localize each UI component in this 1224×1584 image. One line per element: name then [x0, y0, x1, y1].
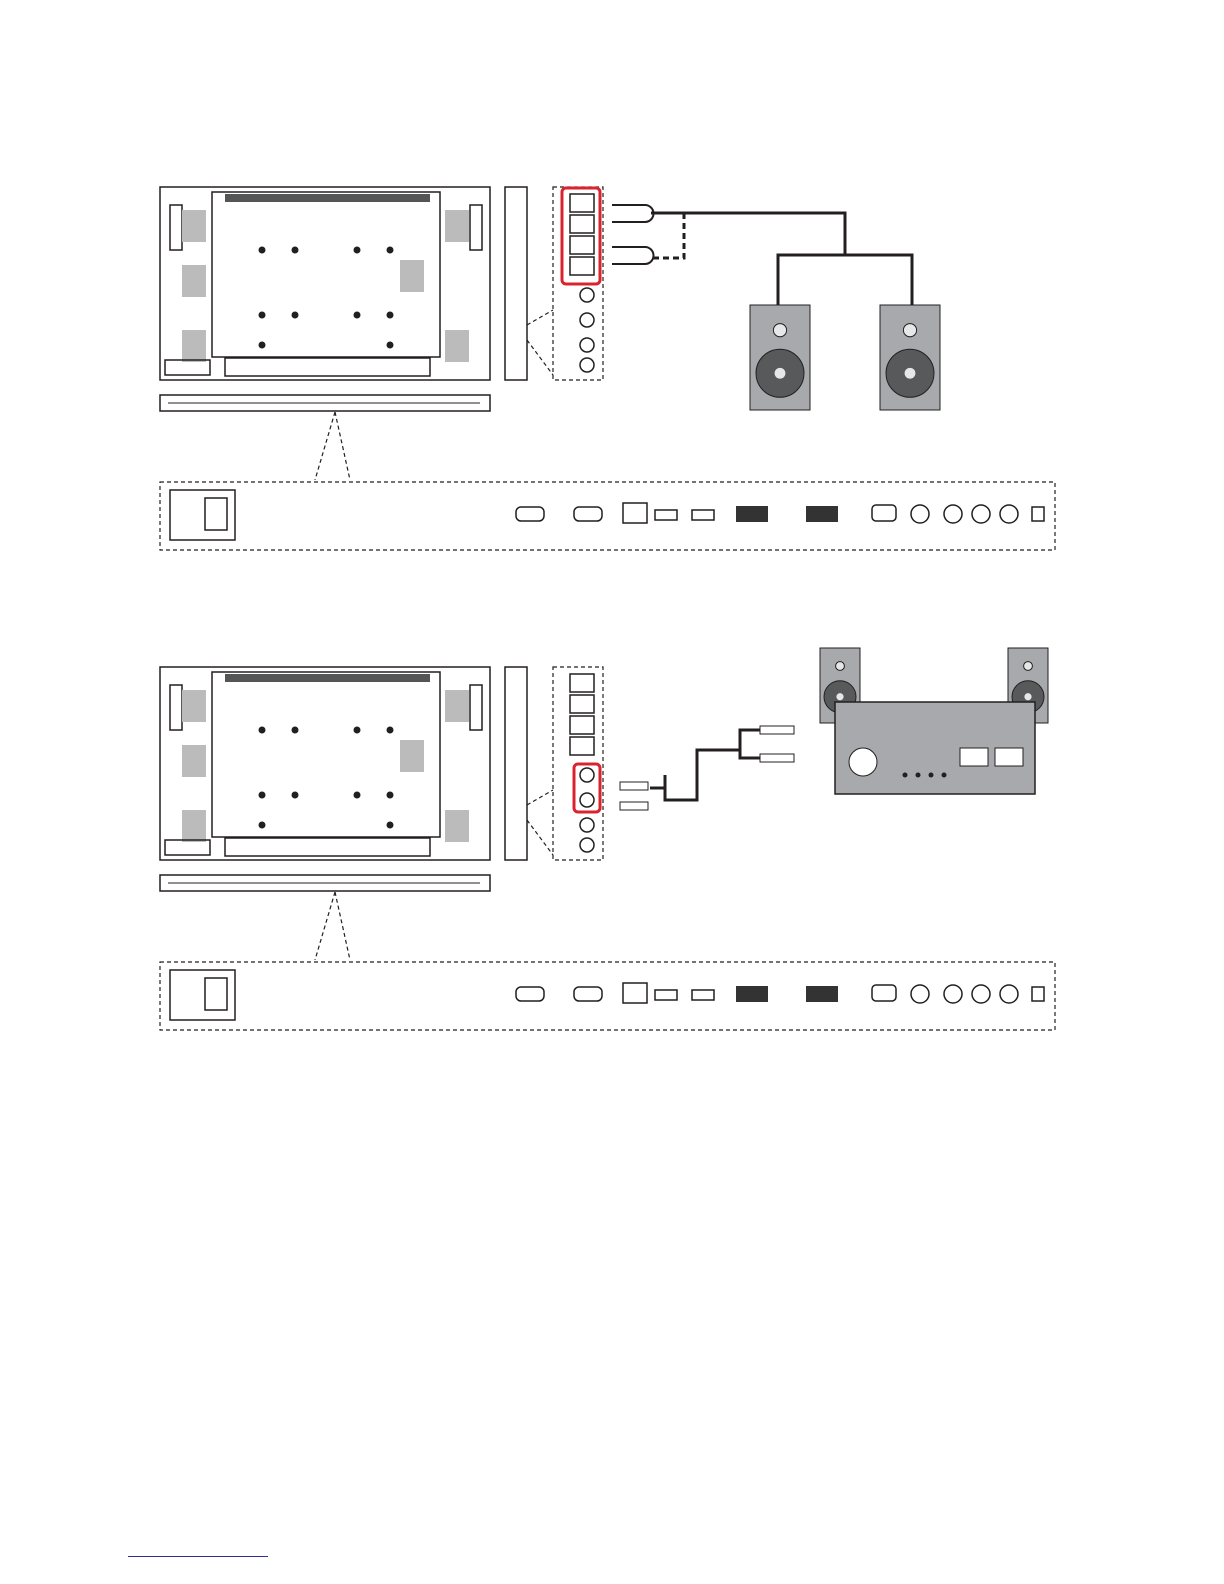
speaker-terminal: [570, 716, 594, 734]
rca-jack: [580, 313, 594, 327]
audio-out-connection-diagram: [0, 630, 1224, 1050]
rca-jack: [580, 338, 594, 352]
wire-to-left: [651, 213, 845, 305]
dvi-port: [806, 506, 838, 522]
rca-plug: [760, 754, 794, 762]
vent-grille: [400, 740, 424, 772]
speaker-right: [880, 305, 940, 410]
vga-port: [872, 985, 896, 1001]
vent-grille: [400, 260, 424, 292]
terminal-guide-top: [527, 790, 553, 805]
av-jack: [944, 985, 962, 1003]
amplifier-button: [916, 773, 921, 778]
mount-screw: [387, 792, 394, 799]
vent-grille: [182, 210, 206, 242]
av-jack: [911, 985, 929, 1003]
connector-strip: [160, 962, 1055, 1030]
speaker-terminal: [570, 215, 594, 233]
mount-screw: [354, 792, 361, 799]
handle-left: [170, 205, 182, 250]
rca-jack: [580, 838, 594, 852]
wire-to-right: [845, 255, 912, 305]
speaker-tweeter: [1024, 662, 1033, 671]
vent-grille: [445, 330, 469, 362]
speaker-terminal: [570, 236, 594, 254]
terminal-guide-bottom: [527, 820, 553, 855]
wire-pair-1: [612, 205, 654, 222]
rca-plug: [760, 726, 794, 734]
display-rear-panel: [160, 667, 490, 960]
speaker-terminal: [570, 257, 594, 275]
rs232-port: [574, 507, 602, 521]
zoom-guide-right: [335, 412, 350, 480]
highlight-audio-out: [574, 764, 600, 812]
hdmi-port: [655, 990, 677, 1000]
av-jack: [972, 505, 990, 523]
dvi-port: [736, 986, 768, 1002]
lan-port: [623, 503, 647, 523]
speaker-dust-cap: [905, 368, 916, 379]
hdmi-port: [692, 510, 714, 520]
rca-jack: [580, 288, 594, 302]
rca-plug: [620, 782, 648, 790]
amplifier-meter: [960, 748, 988, 766]
side-profile: [505, 187, 527, 380]
speaker-dust-cap: [775, 368, 786, 379]
wire-dashed: [651, 213, 684, 258]
lan-port: [623, 983, 647, 1003]
mount-screw: [292, 792, 299, 799]
hdmi-port: [655, 510, 677, 520]
mount-screw: [259, 822, 266, 829]
mount-screw: [259, 247, 266, 254]
speaker-wire-connection-diagram: [0, 150, 1224, 570]
diagram-canvas-1: [0, 150, 1224, 570]
amplifier-volume-knob: [849, 748, 877, 776]
mount-screw: [354, 312, 361, 319]
speaker-dust-cap: [836, 693, 843, 700]
vent-grille: [182, 745, 206, 777]
terminal-guide-bottom: [527, 340, 553, 375]
zoom-guide-left: [315, 892, 335, 960]
mount-screw: [259, 342, 266, 349]
mount-screw: [259, 792, 266, 799]
vent-grille: [182, 265, 206, 297]
dvi-port: [806, 986, 838, 1002]
speaker-terminal: [570, 194, 594, 212]
power-switch: [205, 978, 227, 1010]
rca-jack: [580, 768, 594, 782]
connector-strip: [160, 482, 1055, 550]
vent-grille: [182, 330, 206, 362]
speaker-left: [750, 305, 810, 410]
top-vent: [225, 674, 430, 682]
handle-right: [470, 205, 482, 250]
av-jack: [1000, 505, 1018, 523]
top-vent: [225, 194, 430, 202]
ir-port: [1032, 507, 1044, 521]
vent-grille: [445, 690, 469, 722]
side-input-block: [165, 840, 210, 855]
rca-plug: [620, 802, 648, 810]
rca-cable: [620, 726, 794, 810]
amplifier-button: [903, 773, 908, 778]
mount-screw: [354, 247, 361, 254]
rca-jack: [580, 358, 594, 372]
hdmi-port: [692, 990, 714, 1000]
speaker-terminal: [570, 674, 594, 692]
side-input-block: [165, 360, 210, 375]
rca-jack: [580, 793, 594, 807]
zoom-guide-left: [315, 412, 335, 480]
mount-screw: [387, 312, 394, 319]
vga-port: [872, 505, 896, 521]
handle-left: [170, 685, 182, 730]
rca-cable-branch: [665, 750, 765, 788]
amplifier: [835, 702, 1035, 794]
strip-frame: [160, 962, 1055, 1030]
mount-screw: [292, 312, 299, 319]
io-bay: [225, 358, 430, 376]
vent-grille: [182, 690, 206, 722]
mount-screw: [292, 727, 299, 734]
speaker-terminal: [570, 737, 594, 755]
amplifier-meter: [995, 748, 1023, 766]
rs232-port: [574, 987, 602, 1001]
rs232-port: [516, 507, 544, 521]
av-jack: [972, 985, 990, 1003]
terminal-guide-top: [527, 310, 553, 325]
mount-screw: [387, 247, 394, 254]
power-switch: [205, 498, 227, 530]
speaker-terminal: [570, 695, 594, 713]
speaker-tweeter: [836, 662, 845, 671]
vent-grille: [445, 210, 469, 242]
vent-grille: [182, 810, 206, 842]
ir-port: [1032, 987, 1044, 1001]
mount-screw: [387, 727, 394, 734]
display-side-terminals: [505, 187, 603, 380]
speaker-tweeter: [773, 324, 786, 337]
display-rear-panel: [160, 187, 490, 480]
io-bay: [225, 838, 430, 856]
mount-screw: [387, 822, 394, 829]
speaker-cable-set: [612, 205, 912, 305]
side-profile: [505, 667, 527, 860]
strip-frame: [160, 482, 1055, 550]
zoom-guide-right: [335, 892, 350, 960]
mount-screw: [387, 342, 394, 349]
av-jack: [944, 505, 962, 523]
mount-screw: [292, 247, 299, 254]
diagram-canvas-2: [0, 630, 1224, 1050]
handle-right: [470, 685, 482, 730]
vent-grille: [445, 810, 469, 842]
footer-link-underline: [128, 1556, 268, 1557]
av-jack: [911, 505, 929, 523]
amplifier-button: [929, 773, 934, 778]
rca-jack: [580, 818, 594, 832]
speaker-dust-cap: [1024, 693, 1031, 700]
av-jack: [1000, 985, 1018, 1003]
mount-screw: [354, 727, 361, 734]
rca-cable-path: [650, 730, 765, 800]
speaker-tweeter: [903, 324, 916, 337]
rs232-port: [516, 987, 544, 1001]
wire-pair-2: [612, 247, 654, 264]
dvi-port: [736, 506, 768, 522]
amplifier-button: [942, 773, 947, 778]
mount-screw: [259, 312, 266, 319]
mount-screw: [259, 727, 266, 734]
display-side-terminals: [505, 667, 603, 860]
